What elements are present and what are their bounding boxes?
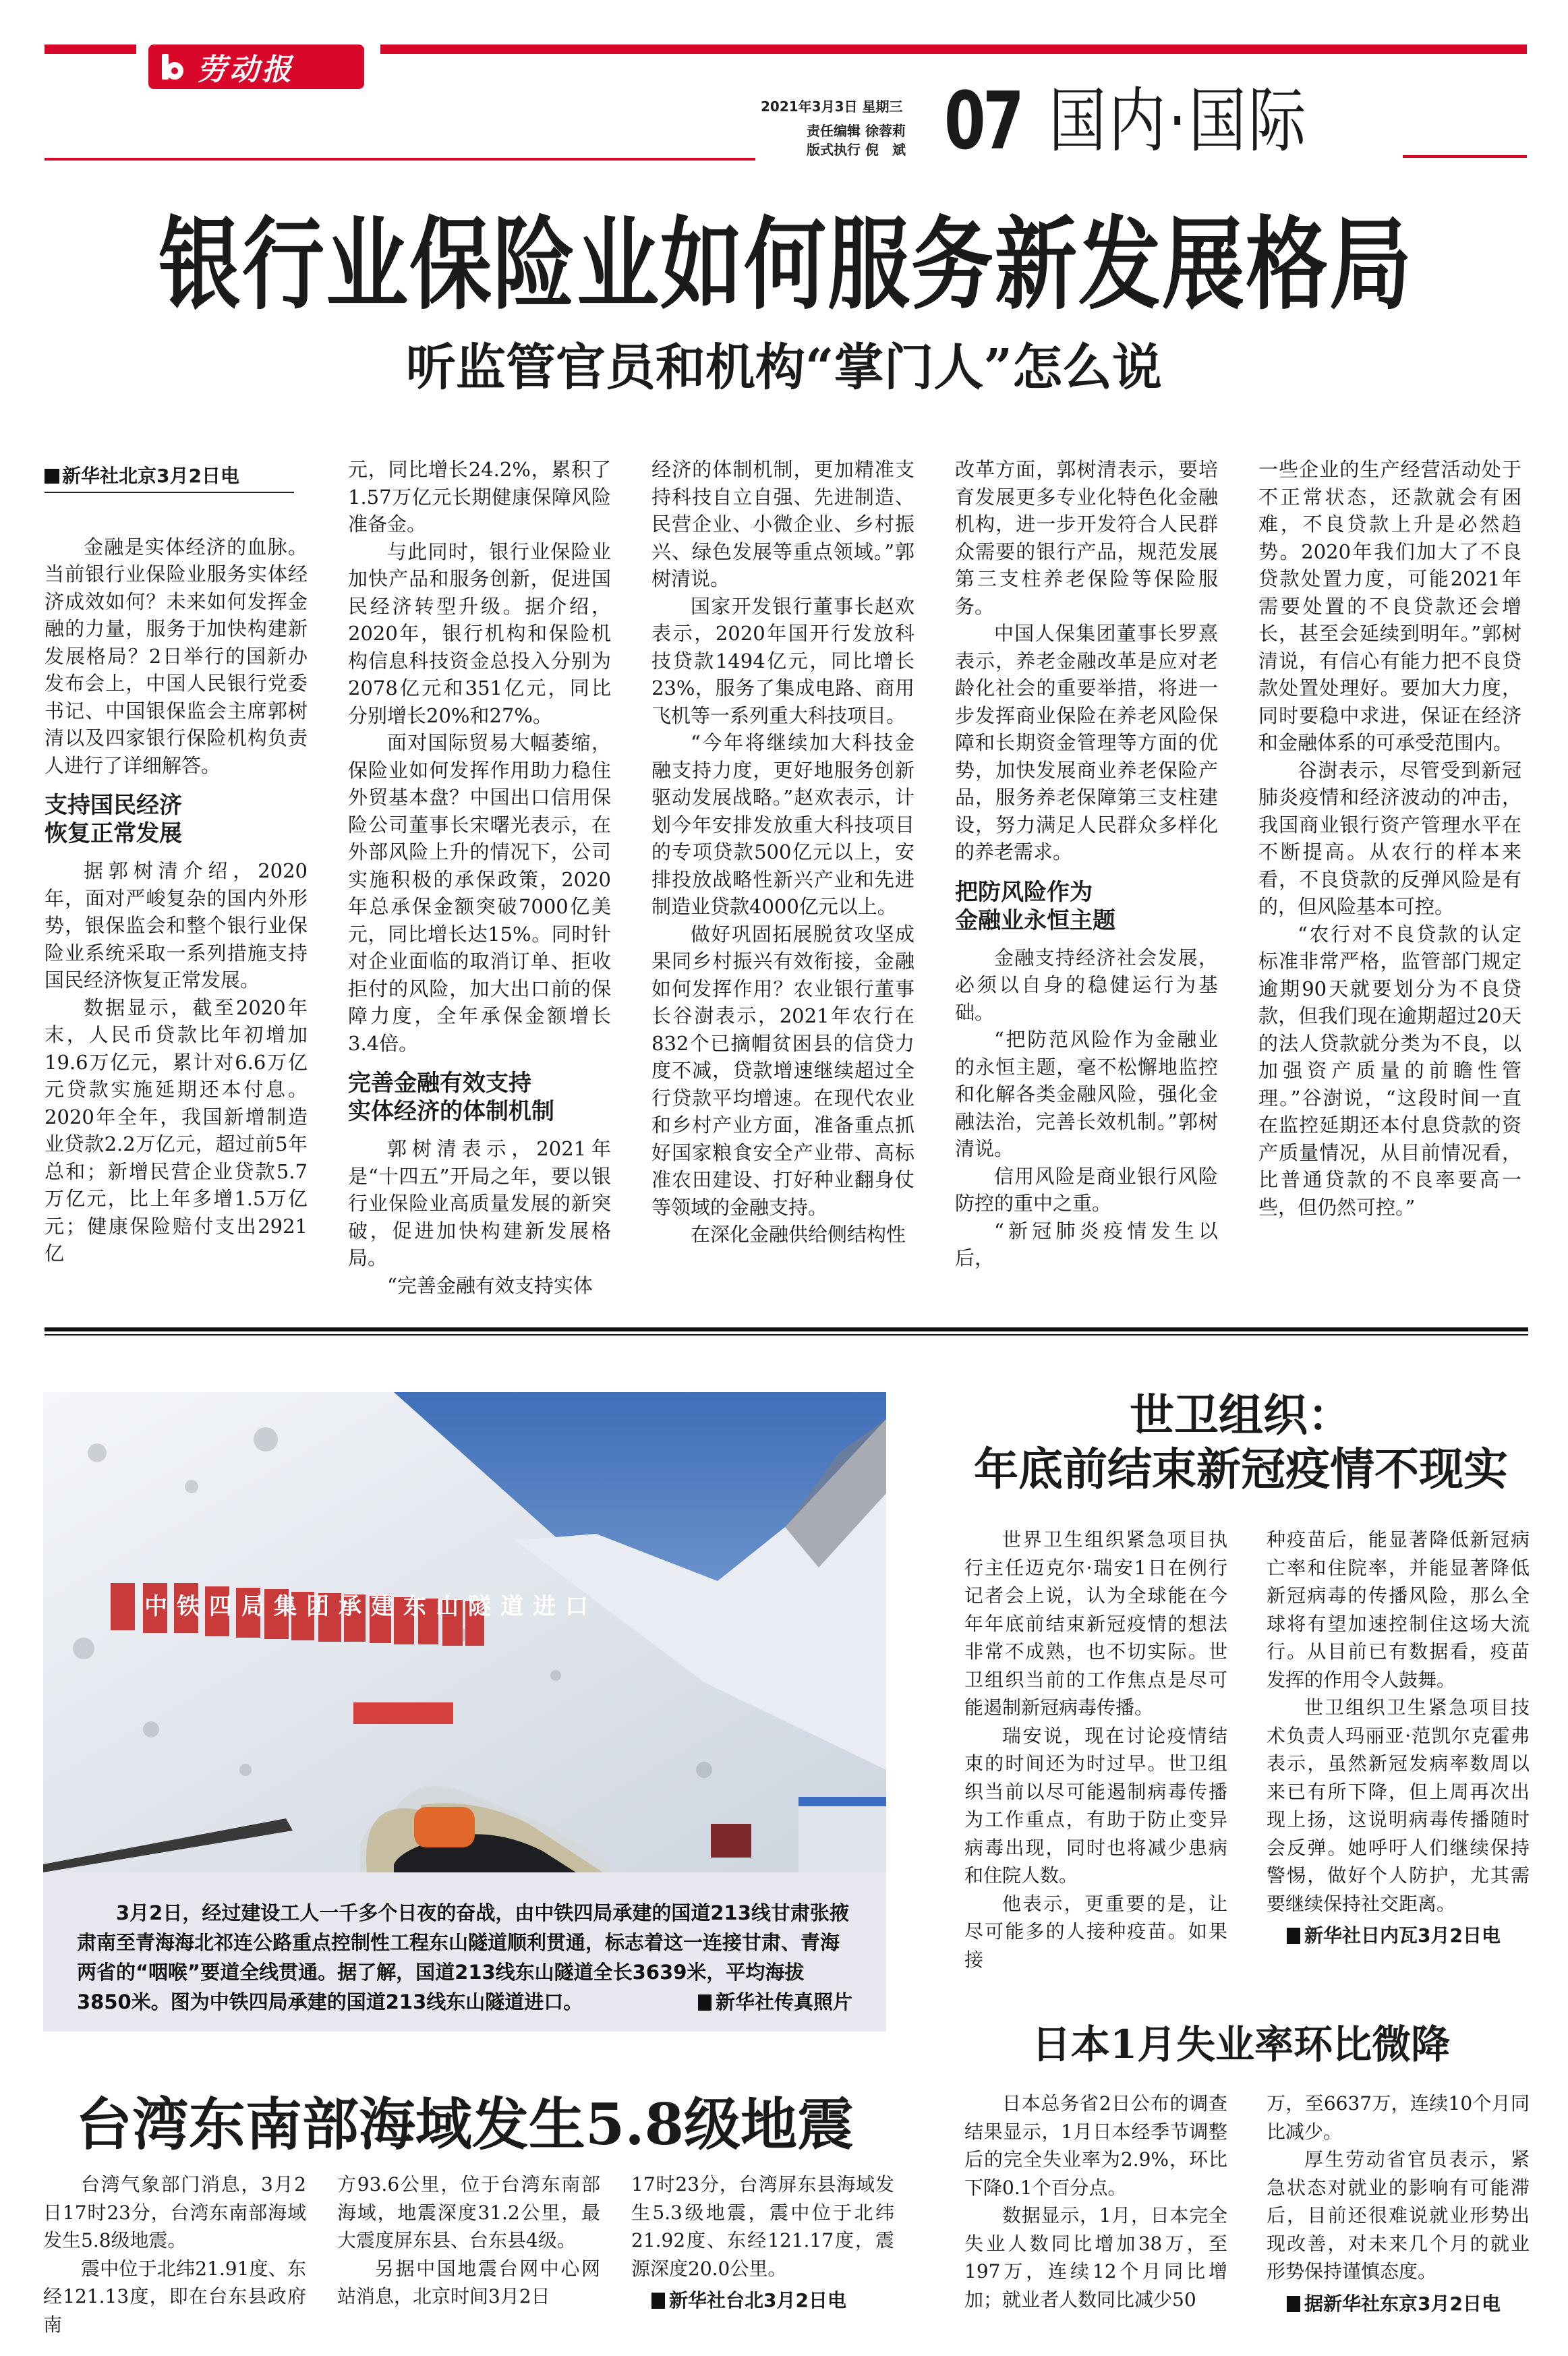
who-headline-line-2: 年底前结束新冠疫情不现实: [974, 1443, 1508, 1495]
logo-icon: [162, 53, 187, 81]
paragraph: 方93.6公里，位于台湾东南部海域，地震深度31.2公里，最大震度屏东县、台东县4级。: [337, 2173, 600, 2251]
column-body: [1258, 456, 1521, 1221]
paragraph: 世界卫生组织紧急项目执行主任迈克尔·瑞安1日在例行记者会上说，认为全球能在今年年底前结束新冠疫情的想法非常不成熟，也不切实际。世卫组织当前的工作焦点是尽可能遏制新冠病毒传播。: [964, 1528, 1227, 1719]
paragraph: 在深化金融供给侧结构性: [691, 1223, 906, 1246]
who-column-2: [1267, 1526, 1530, 1950]
paragraph: 据郭树清介绍，2020年，面对严峻复杂的国内外形势，银保监会和整个银行业保险业系统采取一系列措施支持国民经济恢复正常发展。: [45, 859, 308, 992]
taiwan-source: 新华社台北3月2日电: [631, 2287, 894, 2315]
paragraph: 世卫组织卫生紧急项目技术负责人玛丽亚·范凯尔克霍弗表示，虽然新冠发病率数周以来已有所下降，但上周再次出现上扬，这说明病毒传播随时会反弹。她呼吁人们继续保持警惕，做好个人防护，尤其需要继续保持社交距离。: [1267, 1696, 1530, 1915]
editor-credit: 责任编辑 徐蓉莉: [807, 123, 906, 139]
photo-caption: [43, 1872, 886, 2032]
photo-banner-text: 中铁四局集团承建东山隧道进口: [144, 1593, 598, 1620]
paragraph: 信用风险是商业银行风险防控的重中之重。: [955, 1164, 1218, 1215]
photo-caption-text: 3月2日，经过建设工人一千多个日夜的奋战，由中铁四局承建的国道213线甘肃张掖肃南至青海海北祁连公路重点控制性工程东山隧道顺利贯通，标志着这一连接甘肃、青海两省的“咽喉”要道全线贯通。据了解，国道213线东山隧道全长3639米，平均海拔3850米。图为中铁四局承建的国道213线东山隧道进口。: [77, 1901, 849, 2013]
paragraph: 元，同比增长24.2%，累积了1.57万亿元长期健康保障风险准备金。: [348, 458, 611, 536]
paragraph: 他表示，更重要的是，让尽可能多的人接种疫苗。如果接: [964, 1892, 1227, 1971]
japan-column-2: [1267, 2090, 1530, 2318]
lead-column-5: [1258, 456, 1521, 1221]
paragraph: 面对国际贸易大幅萎缩，保险业如何发挥作用助力稳住外贸基本盘？中国出口信用保险公司董事长宋曙光表示，在外部风险上升的情况下，公司实施积极的承保政策，2020年总承保金额突破7000亿美元，同比增长达15%。同时针对企业面临的取消订单、拒收拒付的风险，加大出口前的保障力度，全年承保金额增长3.4倍。: [348, 731, 611, 1055]
lead-column-1: [45, 463, 308, 1267]
paragraph: 日本总务省2日公布的调查结果显示，1月日本经季节调整后的完全失业率为2.9%，环比下降0.1个百分点。: [964, 2092, 1227, 2199]
who-source: 新华社日内瓦3月2日电: [1267, 1922, 1530, 1950]
paragraph: 17时23分，台湾屏东县海域发生5.3级地震，震中位于北纬21.92度、东经121.17度，震源深度20.0公里。: [631, 2173, 894, 2280]
japan-column-1: [964, 2090, 1227, 2314]
taiwan-column-3: [631, 2171, 894, 2315]
masthead-top-rule-left: [45, 45, 136, 54]
page-number: 07: [944, 74, 1022, 167]
square-bullet-icon: [1287, 2296, 1300, 2312]
column-body: [651, 456, 914, 1248]
newspaper-logo[interactable]: [148, 45, 364, 89]
square-bullet-icon: [1287, 1928, 1300, 1944]
lead-subheadline: 听监管官员和机构“掌门人”怎么说: [405, 339, 1163, 397]
tunnel-photo-illustration: [43, 1392, 886, 1872]
section-divider-thin: [45, 1334, 1528, 1335]
taiwan-column-1: [43, 2171, 306, 2338]
paragraph: 金融支持经济社会发展，必须以自身的稳健运行为基础。: [955, 946, 1218, 1024]
paragraph: “今年将继续加大科技金融支持力度，更好地服务创新驱动发展战略。”赵欢表示，计划今年安排发放重大科技项目的专项贷款500亿元以上，安排投放战略性新兴产业和先进制造业贷款4000亿元以上。: [651, 731, 914, 918]
lead-dateline: 新华社北京3月2日电: [45, 463, 294, 493]
japan-headline: 日本1月失业率环比微降: [1031, 2021, 1451, 2067]
paragraph: 金融是实体经济的血脉。当前银行业保险业服务实体经济成效如何？未来如何发挥金融的力量，服务于加快构建新发展格局？2日举行的国新办发布会上，中国人民银行党委书记、中国银保监会主席郭树清以及四家银行保险机构负责人进行了详细解答。: [45, 535, 308, 777]
masthead-bottom-rule-right: [1403, 155, 1527, 158]
column-body: [348, 456, 611, 1299]
paper-name: 劳动报: [197, 53, 294, 87]
square-bullet-icon: [45, 469, 59, 484]
paragraph: 经济的体制机制，更加精准支持科技自立自强、先进制造、民营企业、小微企业、乡村振兴、绿色发展等重点领域。”郭树清说。: [651, 458, 914, 590]
layout-credit: 版式执行 倪 斌: [807, 142, 906, 158]
paragraph: 数据显示，1月，日本完全失业人数同比增加38万，至197万，连续12个月同比增加；就业者人数同比减少50: [964, 2204, 1227, 2311]
lead-column-4: [955, 456, 1218, 1272]
paragraph: 谷澍表示，尽管受到新冠肺炎疫情和经济波动的冲击，我国商业银行资产管理水平在不断提高。从农行的样本来看，不良贷款的反弹风险是有的，但风险基本可控。: [1258, 758, 1521, 918]
paragraph: 震中位于北纬21.91度、东经121.13度，即在台东县政府南: [43, 2257, 306, 2336]
subheading: 完善金融有效支持 实体经济的体制机制: [348, 1070, 554, 1125]
paragraph: “新冠肺炎疫情发生以后，: [955, 1219, 1218, 1269]
paragraph: 另据中国地震台网中心网站消息，北京时间3月2日: [337, 2257, 600, 2307]
lead-column-2: [348, 456, 611, 1299]
section-title: 国内·国际: [1049, 80, 1308, 162]
lead-headline: 银行业保险业如何服务新发展格局: [158, 204, 1413, 324]
subheading: 支持国民经济 恢复正常发展: [45, 792, 182, 847]
column-body: [955, 456, 1218, 1272]
paragraph: “农行对不良贷款的认定标准非常严格，监管部门规定逾期90天就要划分为不良贷款，但我们现在逾期超过20天的法人贷款就分类为不良，以加强资产质量的前瞻性管理。”谷澍说，“这段时间一直在监控延期还本付息贷款的资产质量情况，从目前情况看，比普通贷款的不良率要高一些，但仍然可控。”: [1258, 922, 1521, 1219]
paragraph: 国家开发银行董事长赵欢表示，2020年国开行发放科技贷款1494亿元，同比增长23%，服务了集成电路、商用飞机等一系列重大科技项目。: [651, 594, 914, 727]
paragraph: 数据显示，截至2020年末，人民币贷款比年初增加19.6万亿元，累计对6.6万亿元贷款实施延期还本付息。2020年全年，我国新增制造业贷款2.2万亿元，超过前5年总和；新增民营企业贷款5.7万亿元，比上年多增1.5万亿元；健康保险赔付支出2921亿: [45, 996, 308, 1265]
who-column-1: [964, 1526, 1227, 1974]
paragraph: 郭树清表示，2021年是“十四五”开局之年，要以银行业保险业高质量发展的新突破，促进加快构建新发展格局。: [348, 1137, 611, 1269]
paragraph: 厚生劳动省官员表示，紧急状态对就业的影响有可能滞后，目前还很难说就业形势出现改善，对未来几个月的就业形势保持谨慎态度。: [1267, 2148, 1530, 2282]
square-bullet-icon: [698, 1994, 712, 2011]
paragraph: 与此同时，银行业保险业加快产品和服务创新，促进国民经济转型升级。据介绍，2020年，银行机构和保险机构信息科技资金总投入分别为2078亿元和351亿元，同比分别增长20%和27%。: [348, 540, 611, 727]
japan-source: 据新华社东京3月2日电: [1267, 2290, 1530, 2318]
cabin-roof: [798, 1797, 886, 1806]
masthead-bottom-rule-left: [45, 158, 755, 161]
taiwan-column-2: [337, 2171, 600, 2311]
paragraph: 改革方面，郭树清表示，要培育发展更多专业化特色化金融机构，进一步开发符合人民群众需要的银行产品，规范发展第三支柱养老保险等保险服务。: [955, 458, 1218, 618]
subheading: 把防风险作为 金融业永恒主题: [955, 878, 1115, 934]
masthead-top-rule-right: [380, 45, 1527, 54]
taiwan-headline: 台湾东南部海域发生5.8级地震: [75, 2091, 854, 2158]
paragraph: 种疫苗后，能显著降低新冠病亡率和住院率，并能显著降低新冠病毒的传播风险，那么全球将有望加速控制住这场大流行。从目前已有数据看，疫苗发挥的作用令人鼓舞。: [1267, 1528, 1530, 1691]
notice-board: [711, 1824, 751, 1858]
ventilation-fan: [414, 1807, 475, 1847]
issue-date: 2021年3月3日 星期三: [761, 98, 903, 115]
paragraph: “把防范风险作为金融业的永恒主题，毫不松懈地监控和化解各类金融风险，强化金融法治，完善长效机制。”郭树清说。: [955, 1028, 1218, 1160]
section-divider-thick: [45, 1327, 1528, 1331]
photo-credit: 新华社传真照片: [698, 1987, 852, 2017]
paragraph: 做好巩固拓展脱贫攻坚成果同乡村振兴有效衔接，金融如何发挥作用？农业银行董事长谷澍表示，2021年农行在832个已摘帽贫困县的信贷力度不减，贷款增速继续超过全行贷款平均增速。在现代农业和乡村产业方面，准备重点抓好国家粮食安全产业带、高标准农田建设、打好种业翻身仗等领域的金融支持。: [651, 922, 914, 1219]
square-bullet-icon: [651, 2293, 665, 2309]
lead-column-3: [651, 456, 914, 1248]
paragraph: 万，至6637万，连续10个月同比减少。: [1267, 2092, 1530, 2143]
column-body: [45, 534, 308, 1267]
paragraph: 台湾气象部门消息，3月2日17时23分，台湾东南部海域发生5.8级地震。: [43, 2173, 306, 2251]
paragraph: “完善金融有效支持实体: [387, 1273, 593, 1297]
tunnel-photo[interactable]: [43, 1392, 886, 1872]
paragraph: 中国人保集团董事长罗熹表示，养老金融改革是应对老龄化社会的重要举措，将进一步发挥商业保险在养老风险保障和长期资金管理等方面的优势，加快发展商业养老保险产品，服务养老保障第三支柱建设，努力满足人民群众多样化的养老需求。: [955, 622, 1218, 863]
paragraph: 瑞安说，现在讨论疫情结束的时间还为时过早。世卫组织当前以尽可能遏制病毒传播为工作重点，有助于防止变异病毒出现，同时也将减少患病和住院人数。: [964, 1724, 1227, 1887]
paragraph: 一些企业的生产经营活动处于不正常状态，还款就会有困难，不良贷款上升是必然趋势。2020年我们加大了不良贷款处置力度，可能2021年需要处置的不良贷款还会增长，甚至会延续到明年。”郭树清说，有信心有能力把不良贷款处置处理好。要加大力度，同时要稳中求进，保证在经济和金融体系的可承受范围内。: [1258, 458, 1521, 754]
who-headline-line-1: 世卫组织：: [1130, 1389, 1352, 1441]
site-cabin: [798, 1804, 886, 1872]
